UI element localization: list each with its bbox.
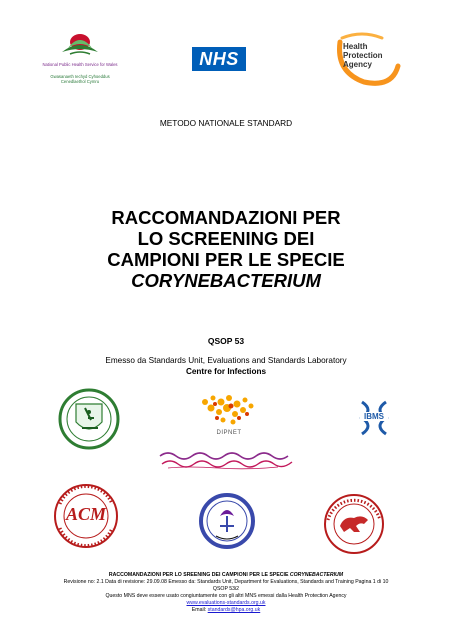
footer-email-label: Email:	[191, 607, 207, 613]
footer-note: Questo MNS deve essere usato congiuntamente con gli altri MNS emessi dalla Health Protection Agency	[105, 593, 347, 599]
footer-email-link[interactable]: standards@hpa.org.uk	[207, 607, 261, 613]
title-line-4: CORYNEBACTERIUM	[131, 270, 321, 291]
welsh-dragon-ring-icon	[322, 492, 386, 556]
medical-microbiologists-logo	[158, 448, 298, 470]
dipnet-label: DIPNET	[216, 430, 242, 436]
method-heading: METODO NATIONALE STANDARD	[159, 118, 293, 128]
page-footer	[0, 572, 452, 614]
title-line-1: RACCOMANDAZIONI PER	[111, 207, 341, 228]
footer-revision: Revisione no: 2.1 Data di revisione: 29.09.08 Emesso da: Standards Unit, Department for Evaluations, Standards and Training	[63, 579, 354, 585]
title-line-2: LO SCREENING DEI	[137, 228, 315, 249]
hpa-line1: Health	[343, 42, 368, 51]
welsh-microbiology-logo	[322, 492, 386, 556]
footer-title-prefix: RACCOMANDAZIONI PER LO SREENING DEI CAMPIONI PER LE SPECIE	[108, 572, 289, 578]
centre-name: Centre for Infections	[185, 367, 267, 376]
issuer-block	[0, 355, 452, 377]
footer-code: QSOP 53i2	[212, 586, 240, 592]
thistle-ring-icon	[198, 492, 256, 550]
title-line-3: CAMPIONI PER LE SPECIE	[107, 249, 345, 270]
footer-page: Pagina 1 di 10	[355, 579, 389, 585]
scottish-microbiology-logo	[198, 492, 256, 550]
ibms-label: IBMS	[360, 412, 388, 421]
footer-email-line	[0, 607, 452, 614]
document-title	[0, 207, 452, 291]
issued-by: Emesso da Standards Unit, Evaluations and Standards Laboratory	[105, 356, 347, 365]
nphs-name-en: National Public Health Service for Wales	[42, 62, 118, 67]
hpa-logo	[332, 32, 406, 86]
acm-logo	[52, 482, 120, 550]
document-code: QSOP 53	[207, 336, 245, 346]
microbiology-society-logo	[58, 388, 120, 450]
acm-letters: ACM	[66, 504, 107, 524]
dipnet-dots-icon	[193, 392, 265, 432]
footer-title-species: CORYNEBACTERIUM	[289, 572, 344, 578]
nphs-emblem-icon	[40, 28, 120, 62]
footer-revision-line	[0, 579, 452, 586]
microscope-shield-icon	[58, 388, 120, 450]
footer-website-link[interactable]: www.evaluations-standards.org.uk	[186, 600, 266, 606]
footer-title	[0, 572, 452, 579]
nhs-logo: NHS	[192, 47, 246, 71]
nphs-name-cy: Gwasanaeth Iechyd Cyhoeddus Cenedlaethol Cymru	[50, 74, 110, 84]
ibms-logo	[356, 398, 392, 438]
hpa-line3: Agency	[343, 60, 372, 69]
nphs-wales-logo	[40, 28, 120, 96]
script-banner-icon	[158, 448, 298, 470]
dipnet-logo	[193, 392, 265, 442]
hpa-line2: Protection	[343, 51, 383, 60]
